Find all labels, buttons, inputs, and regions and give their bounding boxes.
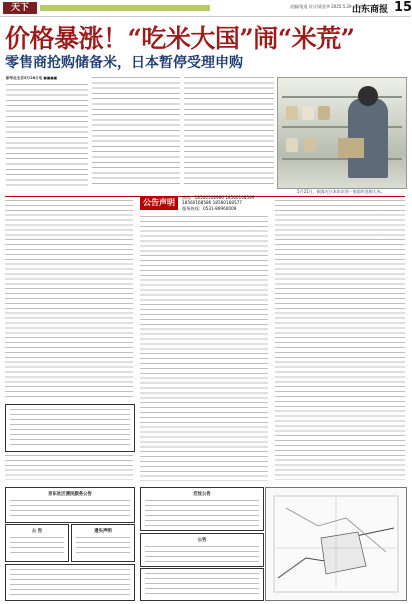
rice-bag	[302, 106, 314, 120]
notice-title: 公 告	[31, 529, 43, 534]
paragraph-gap	[184, 118, 274, 119]
rice-bag	[318, 106, 330, 120]
notice-box	[5, 487, 135, 523]
map-drawing	[266, 488, 406, 600]
notice-text	[76, 537, 130, 557]
phone-line: 热线：18560168986 18560168599	[182, 195, 255, 200]
classified-column-2	[140, 216, 268, 481]
notice-box	[5, 404, 135, 452]
newspaper-brand: 山东商报	[352, 5, 389, 15]
notice-box	[5, 524, 69, 562]
ads-header	[140, 194, 280, 212]
notice-text	[145, 546, 259, 562]
page-number: 15	[394, 0, 412, 15]
page-meta: 责编/笔道 设计/梁金华 2025.5.29 星期四	[290, 4, 365, 9]
notice-title: 京东社区便民服务公告	[48, 492, 92, 497]
classified-column-1	[5, 200, 133, 400]
notice-box	[5, 564, 135, 601]
rice-bag	[286, 138, 298, 152]
notice-box	[71, 524, 135, 562]
headline: 价格暴涨！“吃米大国”闹“米荒”	[5, 24, 355, 53]
header-accent-bar	[40, 5, 210, 11]
classified-column-1b	[5, 455, 133, 480]
notice-text	[10, 500, 130, 518]
site-map	[265, 487, 407, 601]
photo-shelf	[282, 96, 402, 98]
notice-box	[140, 487, 264, 531]
notice-text	[10, 569, 130, 596]
notice-text	[10, 537, 64, 557]
phone-line: 18560168586 18560168577	[182, 200, 242, 206]
notice-box	[140, 568, 264, 601]
column-text-1: ■■■■	[43, 76, 58, 80]
notice-box	[140, 533, 264, 567]
notice-box-text	[10, 409, 130, 447]
column-texture-3	[184, 77, 274, 188]
phone-line: 服务热线：0531-86960009	[182, 205, 237, 211]
classified-column-3	[275, 200, 405, 480]
notice-title: 遗失声明	[94, 529, 112, 534]
photo-caption: 5月21日，顾客在日本东京的一家超市选购大米。	[297, 189, 385, 194]
notice-text	[145, 573, 259, 596]
rice-bag-held	[338, 138, 364, 158]
ads-phones	[182, 195, 282, 211]
column-texture-2	[92, 77, 180, 188]
column-texture-1	[6, 84, 88, 188]
article-photo	[277, 77, 407, 189]
subheadline: 零售商抢购储备米，日本暂停受理申购	[5, 55, 243, 71]
rice-bag	[286, 106, 298, 120]
notice-title: 公告	[197, 538, 207, 543]
shopper-head	[358, 86, 378, 106]
rice-bag	[304, 138, 316, 152]
section-tag: 天下	[3, 2, 37, 14]
article-dateline: 新华社北京5月28日电	[6, 76, 43, 80]
ads-label: 公告声明	[140, 196, 178, 210]
notice-title: 迁坟公告	[193, 492, 211, 497]
notice-text	[145, 500, 259, 526]
